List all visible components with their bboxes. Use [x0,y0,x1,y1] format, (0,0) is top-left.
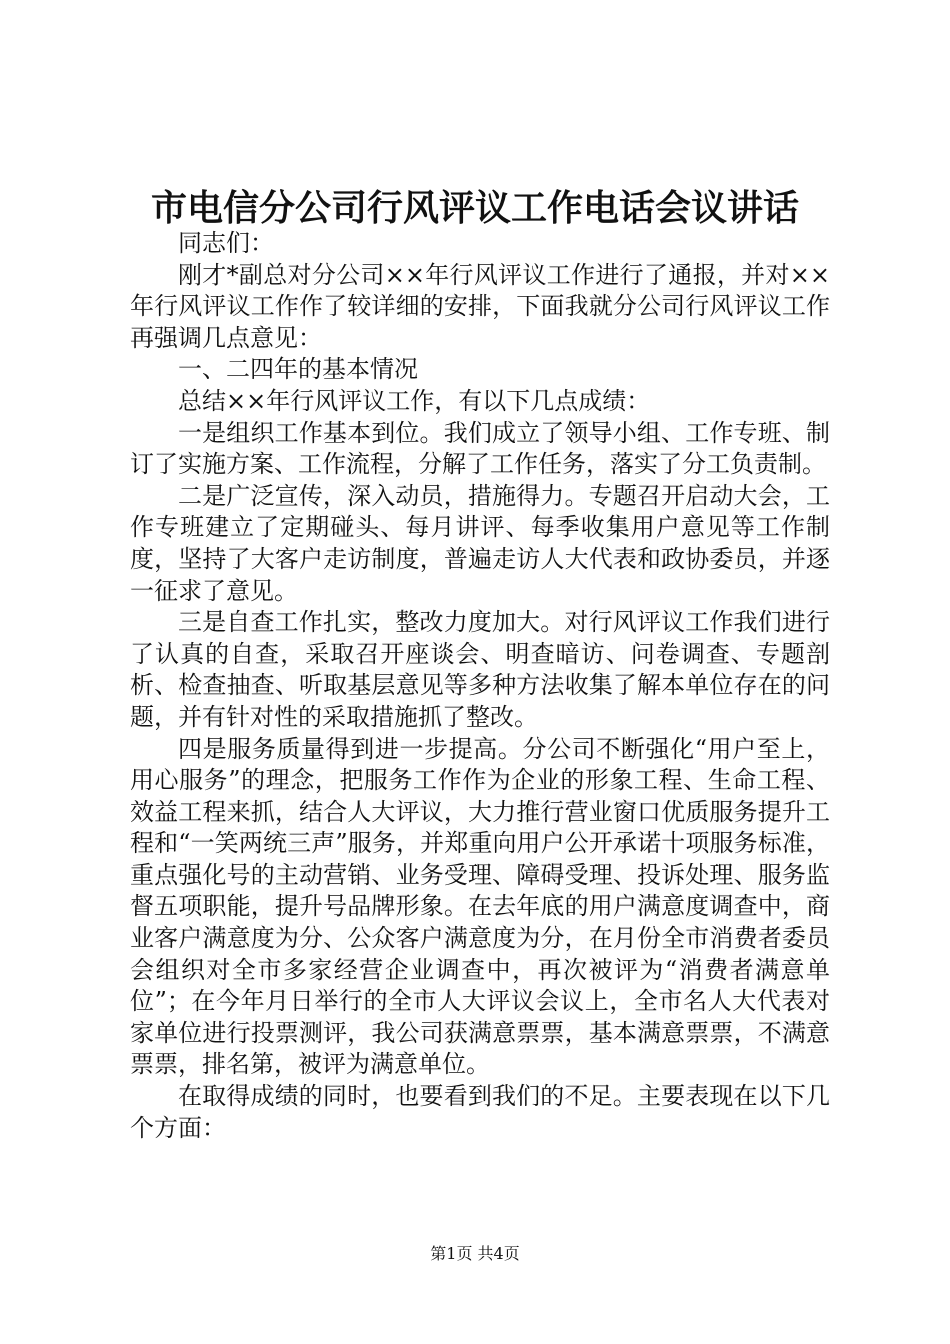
paragraph-point-1: 一是组织工作基本到位。我们成立了领导小组、工作专班、制订了实施方案、工作流程，分解了工作任务，落实了分工负责制。 [130,418,830,479]
paragraph-salutation: 同志们： [178,229,274,257]
paragraph-point-4: 四是服务质量得到进一步提高。分公司不断强化“用户至上，用心服务”的理念，把服务工作作为企业的形象工程、生命工程、效益工程来抓，结合人大评议，大力推行营业窗口优质服务提升工程和“一笑两统三声”服务，并郑重向用户公开承诺十项服务标准，重点强化号的主动营销、业务受理、障碍受理、投诉处理、服务监督五项职能，提升号品牌形象。在去年底的用户满意度调查中，商业客户满意度为分、公众客户满意度为分，在月份全市消费者委员会组织对全市多家经营企业调查中，再次被评为“消费者满意单位”；在今年月日举行的全市人大评议会议上，全市名人大代表对家单位进行投票测评，我公司获满意票票，基本满意票票，不满意票票，排名第，被评为满意单位。 [130,734,830,1079]
paragraph-point-2: 二是广泛宣传，深入动员，措施得力。专题召开启动大会，工作专班建立了定期碰头、每月讲评、每季收集用户意见等工作制度，坚持了大客户走访制度，普遍走访人大代表和政协委员，并逐一征求了意见。 [130,481,830,605]
section-heading: 一、二四年的基本情况 [178,355,418,384]
paragraph-summary: 总结××年行风评议工作，有以下几点成绩： [178,386,651,415]
paragraph-shortcomings: 在取得成绩的同时，也要看到我们的不足。主要表现在以下几个方面： [130,1082,830,1142]
paragraph-point-3: 三是自查工作扎实，整改力度加大。对行风评议工作我们进行了认真的自查，采取召开座谈会、明查暗访、问卷调查、专题剖析、检查抽查、听取基层意见等多种方法收集了解本单位存在的问题，并有针对性的采取措施抓了整改。 [130,608,830,731]
document-title: 市电信分公司行风评议工作电话会议讲话 [150,187,799,229]
document-body [130,228,830,1144]
paragraph-intro: 刚才*副总对分公司××年行风评议工作进行了通报，并对××年行风评议工作作了较详细的安排，下面我就分公司行风评议工作再强调几点意见： [130,260,830,352]
page-footer: 第1页 共4页 [430,1244,520,1263]
